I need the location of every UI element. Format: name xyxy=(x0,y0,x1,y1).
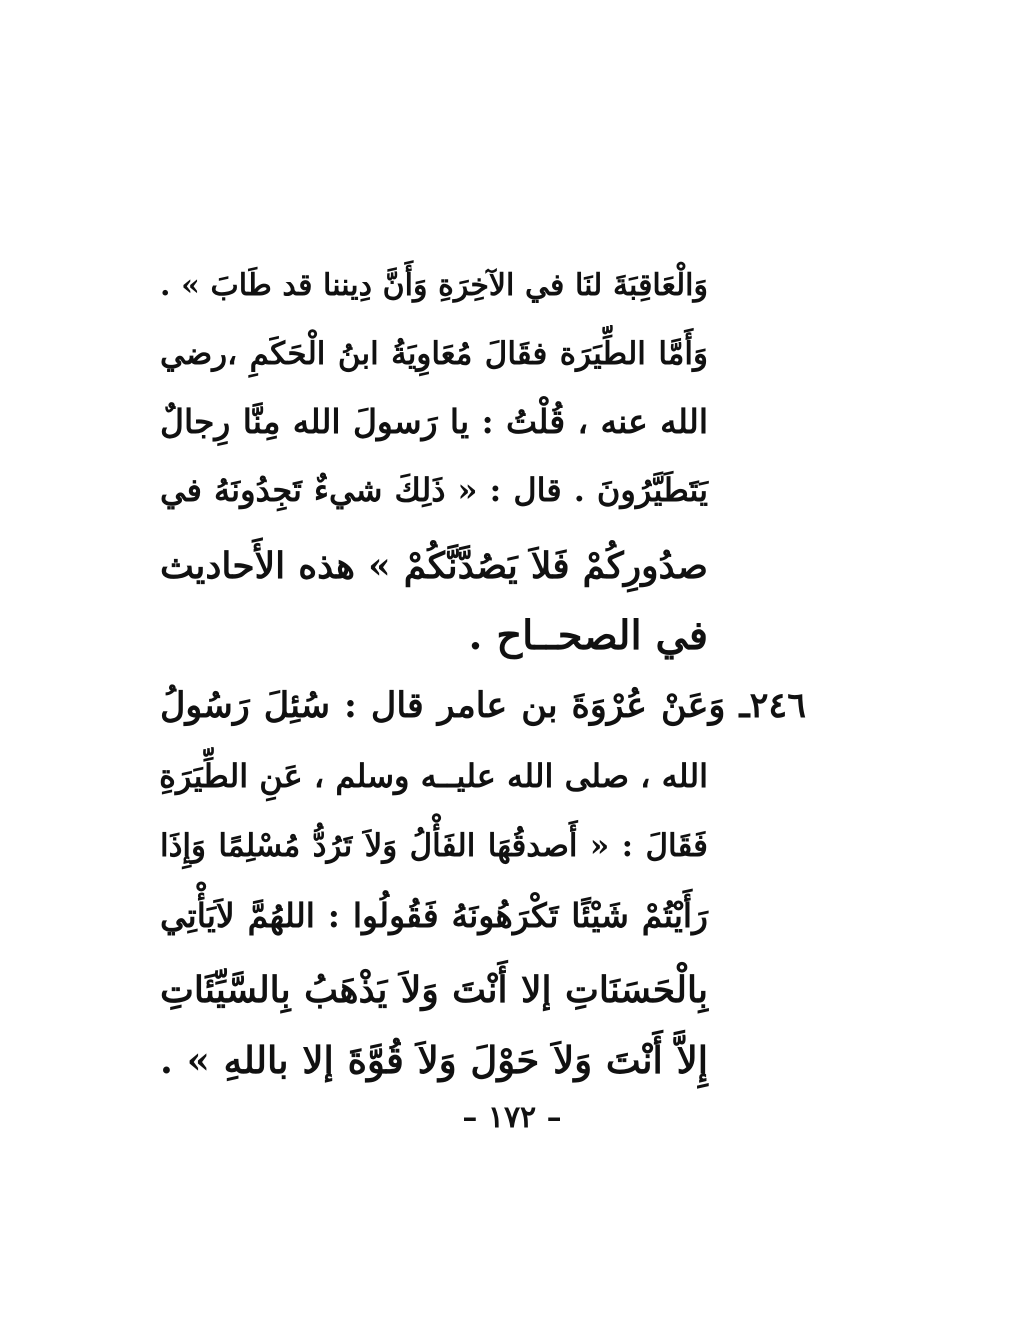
page-number: – ١٧٢ – xyxy=(462,1100,562,1135)
hadith-line-6: إِلاَّ أَنْتَ وَلاَ حَوْلَ وَلاَ قُوَّةَ إلا باللهِ » . xyxy=(160,1038,708,1082)
text-line-1: وَالْعَاقِبَةَ لنَا في الآخِرَةِ وَأَنَّ دِيننا قد طَابَ » . xyxy=(160,268,708,303)
text-line-3: الله عنه ، قُلْتُ : يا رَسولَ الله مِنَّا رِجالٌ xyxy=(160,402,708,441)
hadith-line-2: الله ، صلى الله عليــه وسلم ، عَنِ الطِّيَرَةِ xyxy=(159,757,708,795)
text-line-6: في الصحــاح . xyxy=(468,612,708,659)
hadith-number: ٢٤٦ـ xyxy=(739,685,806,726)
text-line-5: صدُورِكُمْ فَلاَ يَصُدَّنَّكُمْ » هذه الأَحاديث xyxy=(160,545,708,587)
hadith-line-4: رَأَيْتُمْ شَيْئًا تَكْرَهُونَهُ فَقُولُوا : اللهُمَّ لاَيَأْتِي xyxy=(160,896,708,935)
hadith-first-line-text: وَعَنْ عُرْوَةَ بن عامر قال : سُئِلَ رَسُولُ xyxy=(160,685,726,726)
hadith-line-5: بِالْحَسَنَاتِ إلا أَنْتَ وَلاَ يَذْهَبُ بِالسَّيِّئَاتِ xyxy=(160,969,708,1011)
hadith-line-3: فَقَالَ : « أَصدقُهَا الفَأْلُ وَلاَ تَرُدُّ مُسْلِمًا وَإِذَا xyxy=(160,828,708,864)
text-line-4: يَتَطَيَّرُونَ . قال : « ذَلِكَ شيءٌ تَجِدُونَهُ في xyxy=(160,471,708,509)
text-line-2: وَأَمَّا الطِّيَرَة فقَالَ مُعَاوِيَةُ ابنُ الْحَكَمِ ،رضي xyxy=(160,336,708,372)
hadith-first-line xyxy=(160,676,806,736)
